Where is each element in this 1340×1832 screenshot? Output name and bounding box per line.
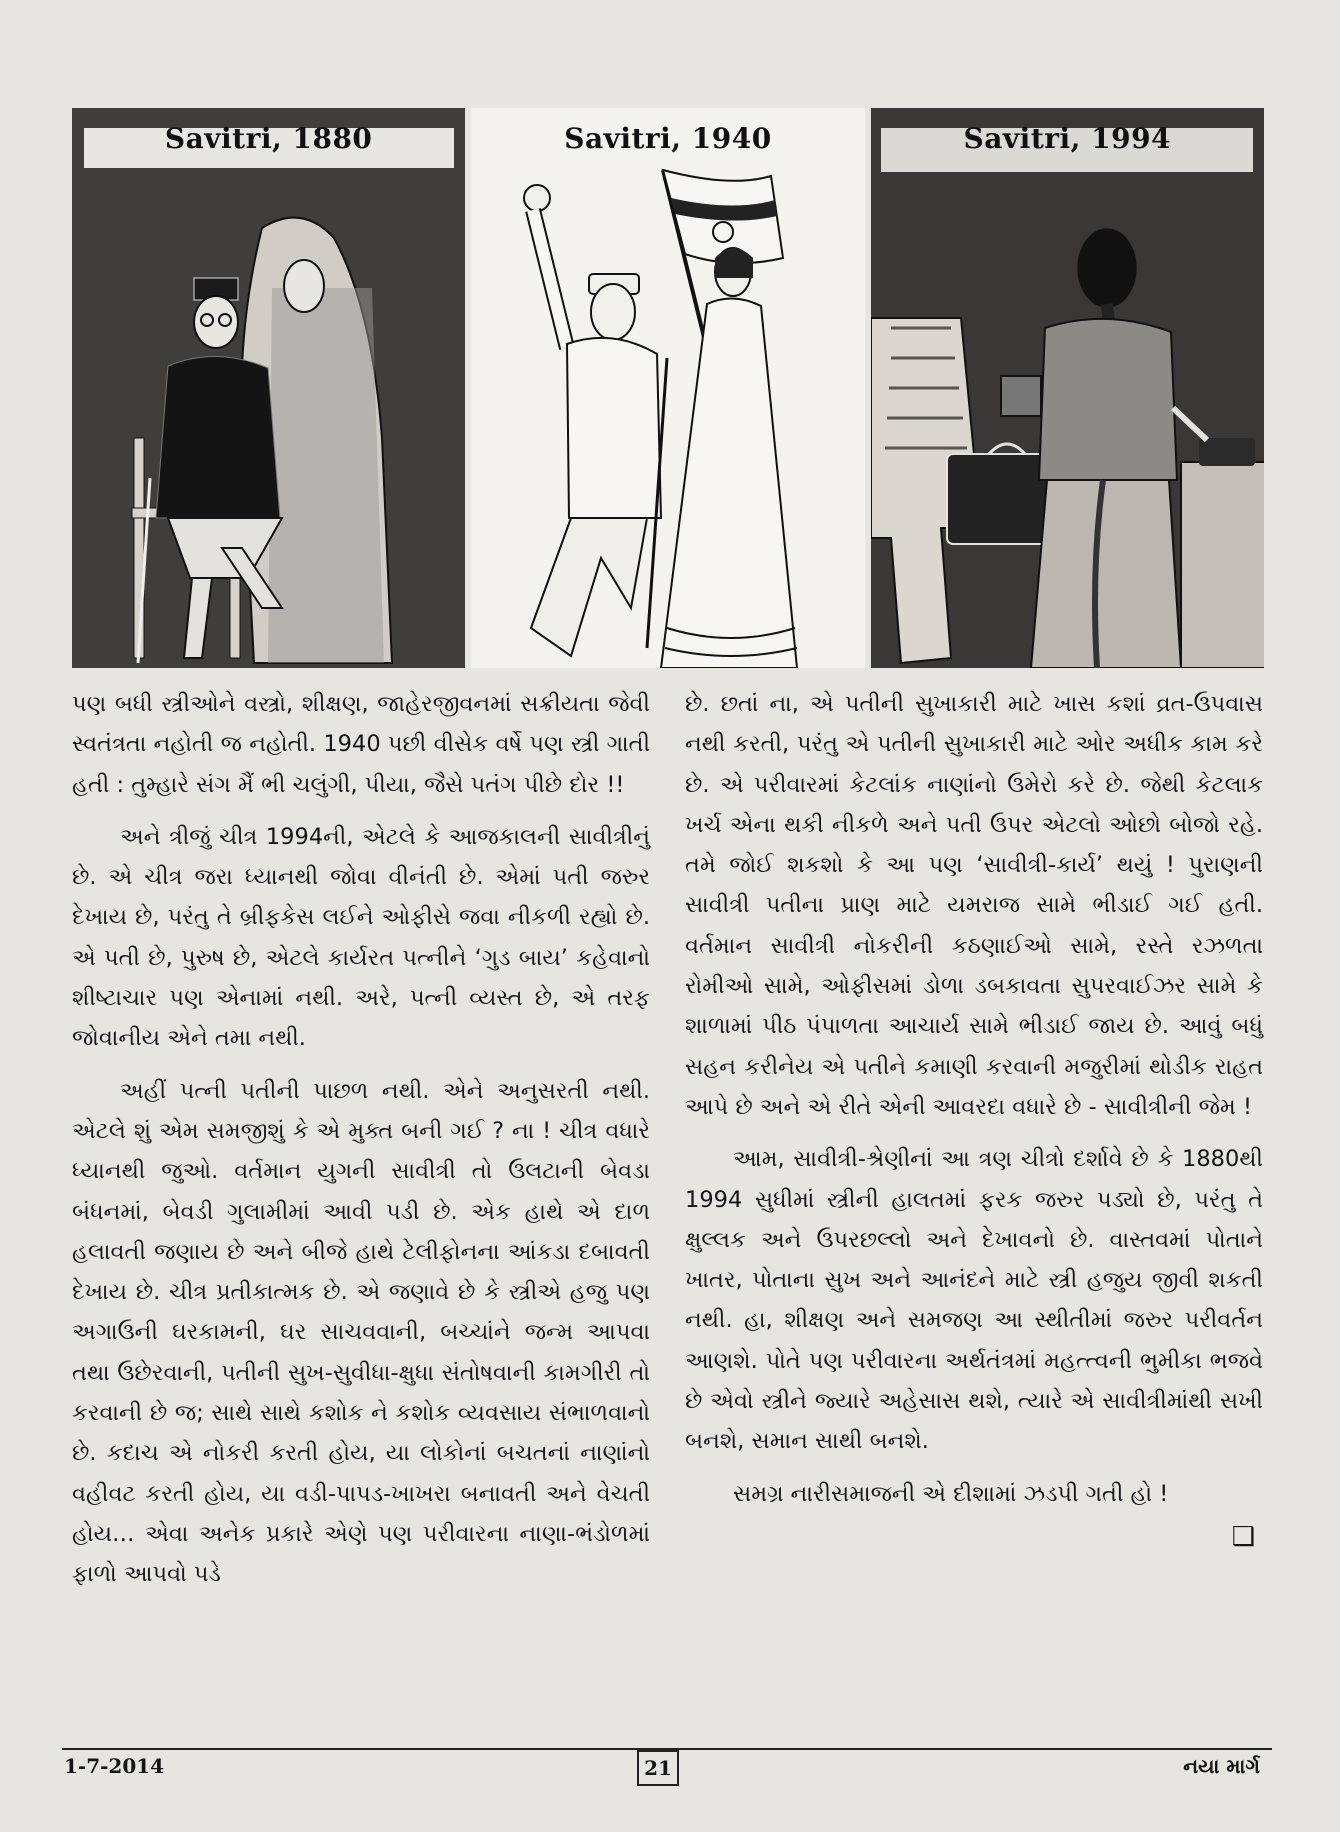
illustration-working-wife-husband-leaving xyxy=(871,108,1264,668)
cartoon-strip xyxy=(72,108,1264,668)
panel-title: Savitri, 1940 xyxy=(564,122,772,155)
article-paragraph: પણ બધી સ્ત્રીઓને વસ્ત્રો, શીક્ષણ, જાહેરજીવનમાં સક્રીયતા જેવી સ્વતંત્રતા નહોતી જ નહોતી. 1940 પછી વીસેક વર્ષે પણ સ્ત્રી ગાતી હતી : તુમ્હારે સંગ મૈં ભી ચલુંગી, પીયા, જૈસે પતંગ પીછે દોર !! xyxy=(72,691,650,798)
panel-title: Savitri, 1880 xyxy=(164,122,373,155)
article-column-left xyxy=(72,684,650,1595)
page-number: 21 xyxy=(637,1750,679,1786)
magazine-name: નયા માર્ગ xyxy=(1183,1754,1260,1778)
article-paragraph: અને ત્રીજું ચીત્ર 1994ની, એટલે કે આજકાલની સાવીત્રીનું છે. એ ચીત્ર જરા ધ્યાનથી જોવા વીનંતી છે. એમાં પતી જરુર દેખાય છે, પરંતુ તે બ્રીફકેસ લઈને ઓફીસે જવા નીકળી રહ્યો છે. એ પતી છે, પુરુષ છે, એટલે કાર્યરત પત્નીને ‘ગુડ બાય’ કહેવાનો શીષ્ટાચાર પણ એનામાં નથી. અરે, પત્ની વ્યસ્ત છે, એ તરફ જોવાનીય એને તમા નથી. xyxy=(72,823,650,1052)
illustration-freedom-march xyxy=(471,108,864,668)
cartoon-panel-1994 xyxy=(871,108,1264,668)
illustration-seated-husband-standing-wife xyxy=(72,108,465,668)
issue-date: 1-7-2014 xyxy=(64,1754,165,1778)
cartoon-panel-1940 xyxy=(471,108,864,668)
cartoon-panel-1880 xyxy=(72,108,465,668)
article-column-right xyxy=(685,684,1263,1552)
article-paragraph: છે. છતાં ના, એ પતીની સુખાકારી માટે ખાસ કશાં વ્રત-ઉપવાસ નથી કરતી, પરંતુ એ પતીની સુખાકારી માટે ઓર અધીક કામ કરે છે. એ પરીવારમાં કેટલાંક નાણાંનો ઉમેરો કરે છે. જેથી કેટલાક ખર્ચ એના થકી નીકળે અને પતી ઉપર એટલો ઓછો બોજો રહે. તમે જોઈ શકશો કે આ પણ ‘સાવીત્રી-કાર્ય’ થયું ! પુરાણની સાવીત્રી પતીના પ્રાણ માટે યમરાજ સામે ભીડાઈ ગઈ હતી. વર્તમાન સાવીત્રી નોકરીની કઠણાઈઓ સામે, રસ્તે રઝળતા રોમીઓ સામે, ઓફીસમાં ડોળા ડબકાવતા સુપરવાઈઝર સામે કે શાળામાં પીઠ પંપાળતા આચાર્ય સામે ભીડાઈ જાય છે. આવું બધું સહન કરીનેય એ પતીને કમાણી કરવાની મજુરીમાં થોડીક રાહત આપે છે અને એ રીતે એની આવરદા વધારે છે - સાવીત્રીની જેમ ! xyxy=(685,691,1263,1120)
article-paragraph: સમગ્ર નારીસમાજની એ દીશામાં ઝડપી ગતી હો ! xyxy=(733,1480,1169,1507)
article-paragraph: અહીં પત્ની પતીની પાછળ નથી. એને અનુસરતી નથી. એટલે શું એમ સમજીશું કે એ મુક્ત બની ગઈ ? ના ! ચીત્ર વધારે ધ્યાનથી જુઓ. વર્તમાન યુગની સાવીત્રી તો ઉલટાની બેવડા બંધનમાં, બેવડી ગુલામીમાં આવી પડી છે. એક હાથે એ દાળ હલાવતી જણાય છે અને બીજે હાથે ટેલીફોનના આંકડા દબાવતી દેખાય છે. ચીત્ર પ્રતીકાત્મક છે. એ જણાવે છે કે સ્ત્રીએ હજુ પણ અગાઉની ઘરકામની, ઘર સાચવવાની, બચ્ચાંને જન્મ આપવા તથા ઉછેરવાની, પતીની સુખ-સુવીધા-ક્ષુધા સંતોષવાની કામગીરી તો કરવાની છે જ; સાથે સાથે કશોક ને કશોક વ્યવસાય સંભાળવાનો છે. કદાચ એ નોકરી કરતી હોય, યા લોકોનાં બચતનાં નાણાંનો વહીવટ કરતી હોય, યા વડી-પાપડ-ખાખરા બનાવતી અને વેચતી હોય… એવા અનેક પ્રકારે એણે પણ પરીવારના નાણા-ભંડોળમાં ફાળો આપવો પડે xyxy=(72,1077,650,1588)
article-paragraph: આમ, સાવીત્રી-શ્રેણીનાં આ ત્રણ ચીત્રો દર્શાવે છે કે 1880થી 1994 સુધીમાં સ્ત્રીની હાલતમાં ફરક જરુર પડ્યો છે, પરંતુ તે ક્ષુલ્લક અને ઉપરછલ્લો અને દેખાવનો છે. વાસ્તવમાં પોતાને ખાતર, પોતાના સુખ અને આનંદને માટે સ્ત્રી હજુય જીવી શકતી નથી. હા, શીક્ષણ અને સમજણ આ સ્થીતીમાં જરુર પરીવર્તન આણશે. પોતે પણ પરીવારના અર્થતંત્રમાં મહત્ત્વની ભુમીકા ભજવે છે એવો સ્ત્રીને જ્યારે અહેસાસ થશે, ત્યારે એ સાવીત્રીમાંથી સખી બનશે, સમાન સાથી બનશે. xyxy=(685,1146,1263,1455)
end-of-article-mark: ❑ xyxy=(1231,1521,1255,1552)
panel-title: Savitri, 1994 xyxy=(963,122,1172,155)
